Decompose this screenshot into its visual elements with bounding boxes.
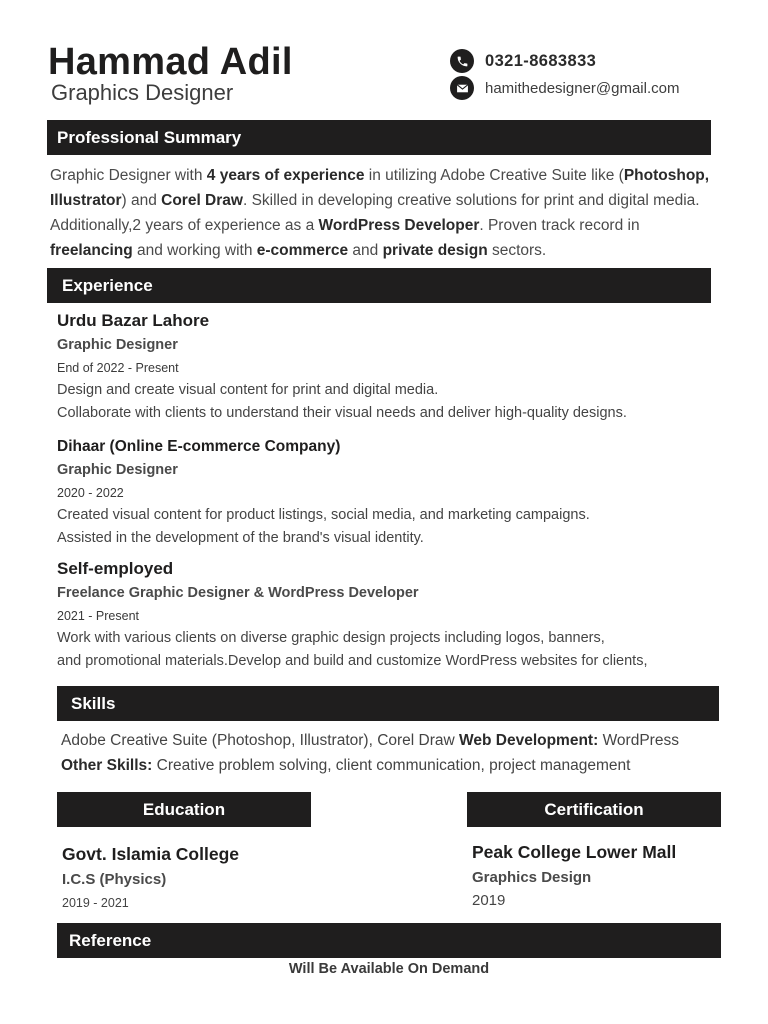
candidate-name: Hammad Adil (48, 41, 293, 83)
job-title: Graphic Designer (57, 462, 178, 478)
education-years: 2019 - 2021 (62, 896, 129, 910)
certification-course: Graphics Design (472, 869, 592, 886)
skills-heading: Skills (71, 694, 116, 713)
certification-institution: Peak College Lower Mall (472, 842, 677, 862)
reference-heading-bar (57, 923, 721, 958)
phone-contact (450, 49, 596, 73)
company-name: Dihaar (Online E-commerce Company) (57, 438, 341, 455)
reference-text: Will Be Available On Demand (288, 961, 490, 977)
experience-heading: Experience (62, 276, 153, 295)
summary-paragraph: Graphic Designer with 4 years of experience in utilizing Adobe Creative Suite like (Photoshop, Illustrator) and Corel Draw. Skilled in developing creative solutions for print and digital media. Additionally,2 years of experience as a WordPress Developer. Proven track record in freelancing and working with e-commerce and private design sectors. (50, 167, 710, 259)
candidate-title: Graphics Designer (51, 80, 234, 105)
email-address: hamithedesigner@gmail.com (485, 79, 680, 97)
job-dates: End of 2022 - Present (57, 361, 179, 375)
experience-item (57, 557, 737, 673)
education-heading: Education (142, 800, 226, 819)
experience-item (57, 309, 737, 425)
education-degree: I.C.S (Physics) (62, 871, 167, 888)
summary-heading-bar (47, 120, 711, 155)
education-entry (62, 842, 239, 914)
company-name: Self-employed (57, 559, 174, 578)
job-description-line: Created visual content for product listings, social media, and marketing campaigns. (57, 507, 590, 523)
job-description-line: Work with various clients on diverse graphic design projects including logos, banners, (57, 630, 605, 646)
job-description-line: Assisted in the development of the brand's visual identity. (57, 530, 424, 546)
skills-heading-bar (57, 686, 719, 721)
phone-number: 0321-8683833 (485, 51, 597, 70)
job-description-line: Collaborate with clients to understand their visual needs and deliver high-quality designs. (57, 405, 627, 421)
job-description-line: and promotional materials.Develop and build and customize WordPress websites for clients, (57, 653, 648, 669)
education-heading-bar (57, 792, 311, 827)
certification-heading: Certification (544, 800, 644, 819)
reference-heading: Reference (69, 931, 152, 950)
phone-icon (450, 49, 474, 73)
certification-entry (472, 840, 676, 912)
job-title: Freelance Graphic Designer & WordPress Developer (57, 585, 419, 601)
summary-heading: Professional Summary (57, 128, 242, 147)
education-institution: Govt. Islamia College (62, 844, 239, 864)
experience-item (57, 436, 737, 550)
job-description-line: Design and create visual content for print and digital media. (57, 382, 439, 398)
job-dates: 2021 - Present (57, 609, 139, 623)
company-name: Urdu Bazar Lahore (57, 311, 210, 330)
certification-heading-bar (467, 792, 721, 827)
skills-line: Adobe Creative Suite (Photoshop, Illustrator), Corel Draw Web Development: WordPress (61, 732, 679, 749)
certification-year: 2019 (472, 892, 506, 909)
experience-heading-bar (47, 268, 711, 303)
job-title: Graphic Designer (57, 337, 178, 353)
envelope-icon (450, 76, 474, 100)
email-contact (450, 76, 679, 100)
job-dates: 2020 - 2022 (57, 486, 124, 500)
skills-line: Other Skills: Creative problem solving, client communication, project management (61, 757, 631, 774)
